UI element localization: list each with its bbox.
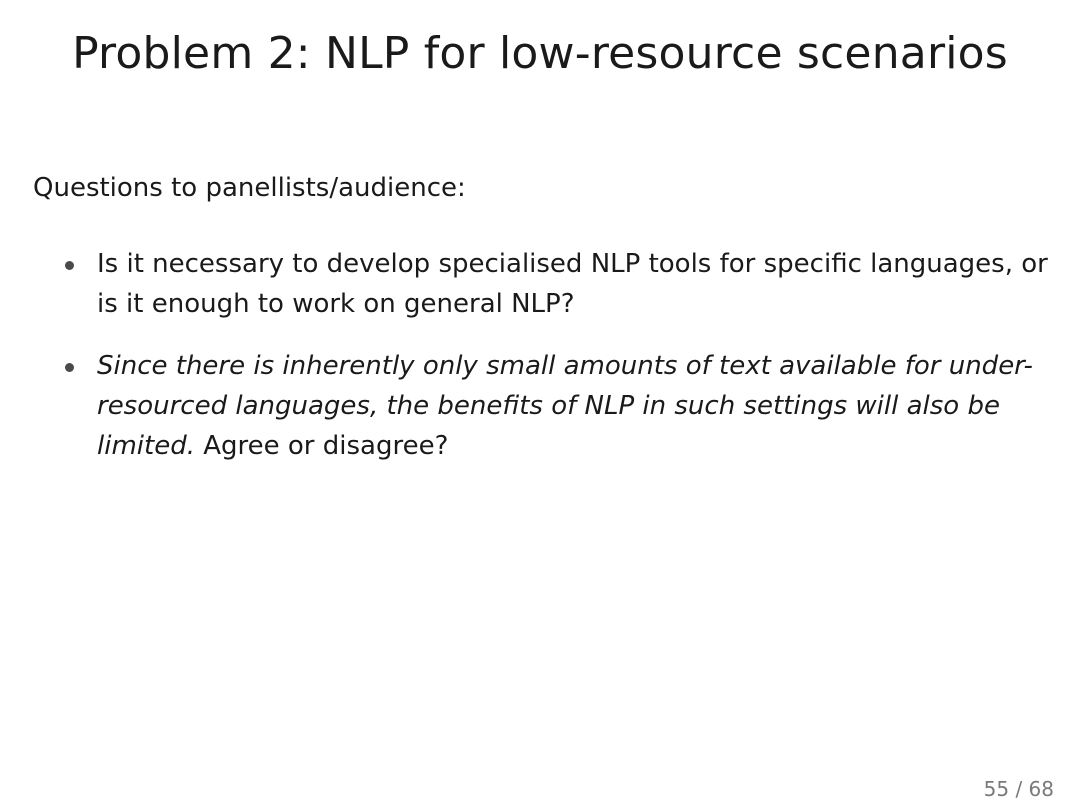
page-number: 55 / 68 xyxy=(983,777,1054,801)
bullet-1-text: Is it necessary to develop specialised NLP tools for specific languages, or is it enough to work on general NLP? xyxy=(97,249,1048,319)
slide-title: Problem 2: NLP for low-resource scenarios xyxy=(72,28,1008,79)
bullet-2-italic-text: Since there is inherently only small amounts of text available for under-resourced languages, the benefits of NLP in such settings will also be limited. xyxy=(97,351,1033,461)
bullet-list xyxy=(97,244,1057,488)
intro-text: Questions to panellists/audience: xyxy=(33,173,466,203)
bullet-item-1 xyxy=(97,244,1057,324)
bullet-item-2 xyxy=(97,346,1057,466)
bullet-2-tail-text: Agree or disagree? xyxy=(194,431,449,461)
bullet-dot-icon xyxy=(65,363,74,372)
bullet-dot-icon xyxy=(65,261,74,270)
